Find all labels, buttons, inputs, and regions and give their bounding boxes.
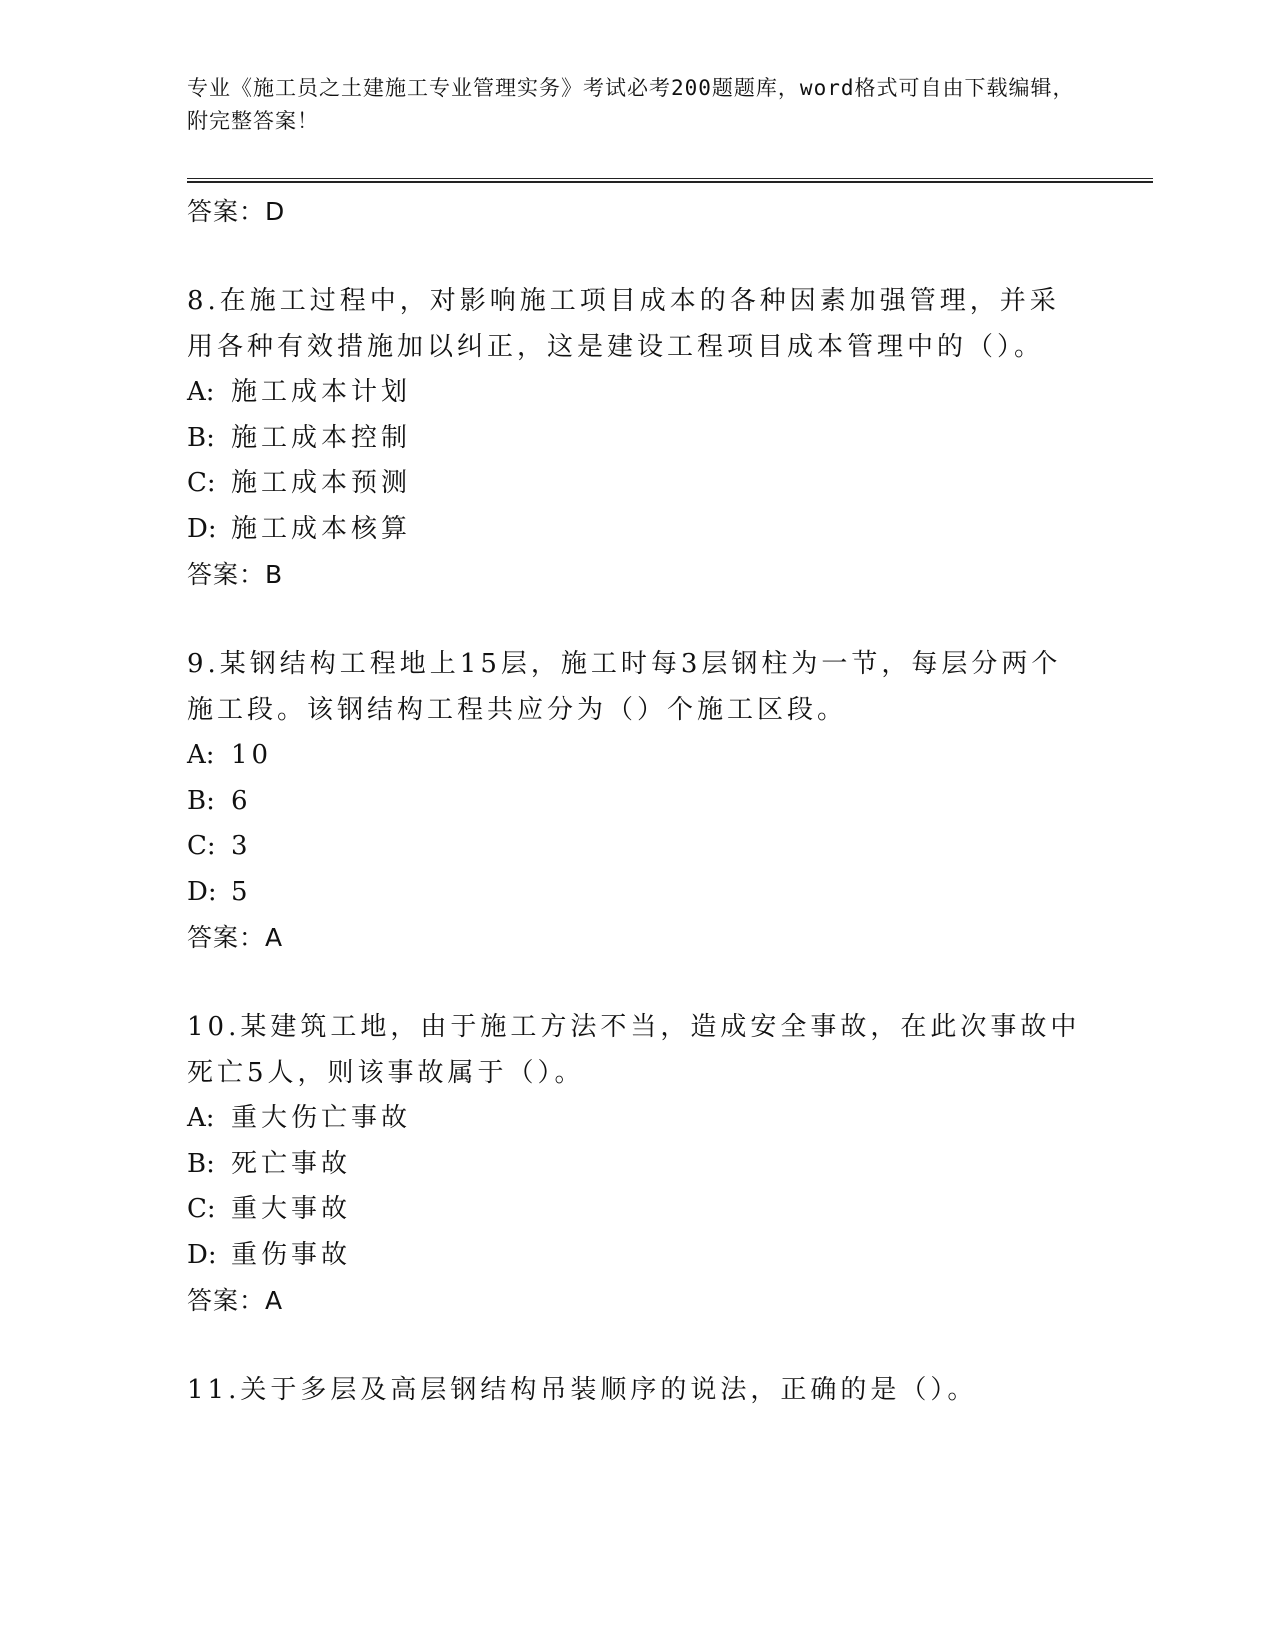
option-text: 重大伤亡事故 (231, 1103, 412, 1133)
option-c (187, 461, 1087, 507)
option-key: C: (187, 468, 216, 498)
option-key: B: (187, 422, 215, 453)
question-10 (187, 1005, 1087, 1324)
option-a (187, 370, 1087, 416)
answer-line: 答案：A (187, 1286, 284, 1315)
header-divider (187, 178, 1153, 183)
answer-line: 答案：D (187, 197, 286, 226)
question-text: 11.关于多层及高层钢结构吊装顺序的说法，正确的是（）。 (187, 1375, 978, 1405)
option-c (187, 824, 1087, 870)
option-a (187, 733, 1087, 779)
option-text: 6 (231, 785, 252, 816)
option-text: 施工成本核算 (231, 513, 412, 544)
option-key: D: (187, 876, 217, 907)
document-body (187, 189, 1087, 1414)
option-b (187, 416, 1087, 462)
option-text: 10 (231, 740, 273, 770)
option-key: C: (187, 831, 216, 861)
option-text: 施工成本预测 (231, 468, 412, 498)
question-text: 8.在施工过程中，对影响施工项目成本的各种因素加强管理，并采用各种有效措施加以纠正，这是建设工程项目成本管理中的（）。 (187, 286, 1060, 362)
option-text: 施工成本计划 (231, 377, 412, 407)
option-text: 5 (231, 876, 252, 907)
option-text: 3 (231, 831, 252, 861)
question-11 (187, 1368, 1087, 1414)
option-text: 重伤事故 (231, 1239, 352, 1270)
option-text: 重大事故 (231, 1194, 352, 1224)
answer-line: 答案：A (187, 923, 284, 952)
option-key: B: (187, 1148, 215, 1179)
question-8 (187, 279, 1087, 598)
option-a (187, 1096, 1087, 1142)
question-9 (187, 642, 1087, 961)
document-header: 专业《施工员之土建施工专业管理实务》考试必考200题题库，word格式可自由下载编辑，附完整答案！ (187, 76, 1075, 133)
option-key: B: (187, 785, 215, 816)
option-d (187, 507, 1087, 553)
option-key: C: (187, 1194, 216, 1224)
option-b (187, 1142, 1087, 1188)
answer-line: 答案：B (187, 560, 284, 589)
option-key: D: (187, 513, 217, 544)
question-text: 9.某钢结构工程地上15层，施工时每3层钢柱为一节，每层分两个施工段。该钢结构工程共应分为（）个施工区段。 (187, 649, 1062, 725)
option-c (187, 1187, 1087, 1233)
option-text: 施工成本控制 (231, 422, 412, 453)
option-d (187, 870, 1087, 916)
question-text: 10.某建筑工地，由于施工方法不当，造成安全事故，在此次事故中死亡5人，则该事故属于（）。 (187, 1012, 1081, 1088)
option-key: A: (187, 377, 215, 407)
option-b (187, 779, 1087, 825)
option-key: A: (187, 1103, 215, 1133)
option-key: D: (187, 1239, 217, 1270)
option-key: A: (187, 740, 215, 770)
option-d (187, 1233, 1087, 1279)
option-text: 死亡事故 (231, 1148, 352, 1179)
